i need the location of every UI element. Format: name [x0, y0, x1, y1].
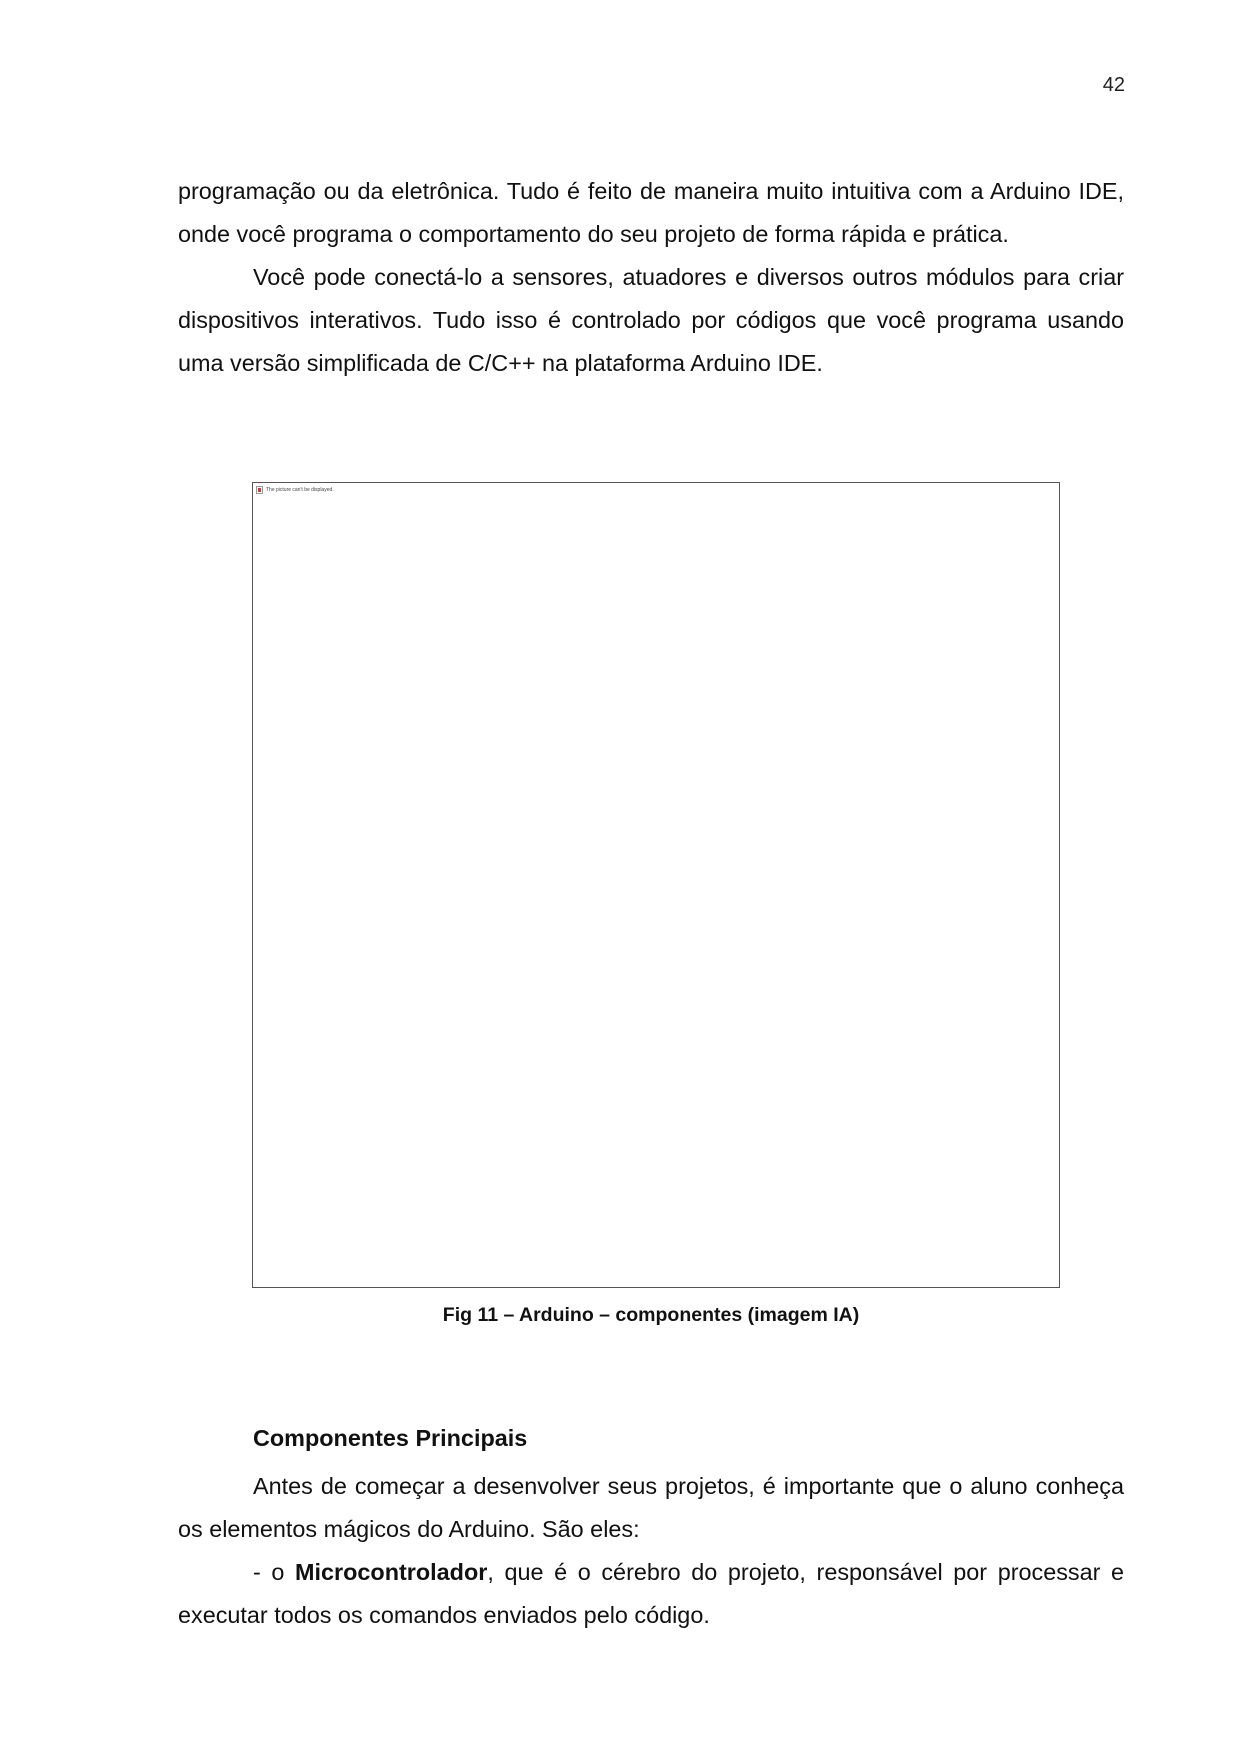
figure-placeholder [252, 482, 1060, 1288]
paragraph-intro: Antes de começar a desenvolver seus projetos, é importante que o aluno conheça os elementos mágicos do Arduino. São eles: [178, 1473, 1124, 1542]
list-item-term: Microcontrolador [295, 1559, 488, 1585]
broken-image-indicator [256, 486, 334, 494]
section-heading: Componentes Principais [253, 1425, 528, 1451]
body-text-top [178, 170, 1124, 385]
broken-image-icon [256, 486, 263, 494]
figure-caption: Fig 11 – Arduino – componentes (imagem IA) [442, 1304, 860, 1326]
paragraph-continuation: programação ou da eletrônica. Tudo é feito de maneira muito intuitiva com a Arduino IDE, onde você programa o comportamento do seu projeto de forma rápida e prática. [178, 178, 1124, 247]
paragraph-sensors: Você pode conectá-lo a sensores, atuadores e diversos outros módulos para criar dispositivos interativos. Tudo isso é controlado por códigos que você programa usando uma versão simplificada de C/C++ na plataforma Arduino IDE. [178, 264, 1124, 376]
page-number: 42 [1102, 74, 1125, 96]
list-item-description: , que é o cérebro do projeto, responsável por processar e executar todos os comandos enviados pelo código. [178, 1559, 1125, 1628]
list-item-prefix: - o [253, 1559, 296, 1585]
broken-image-text: The picture can't be displayed. [266, 487, 334, 493]
list-item-microcontroller [178, 1551, 1124, 1637]
body-text-bottom [178, 1465, 1124, 1637]
